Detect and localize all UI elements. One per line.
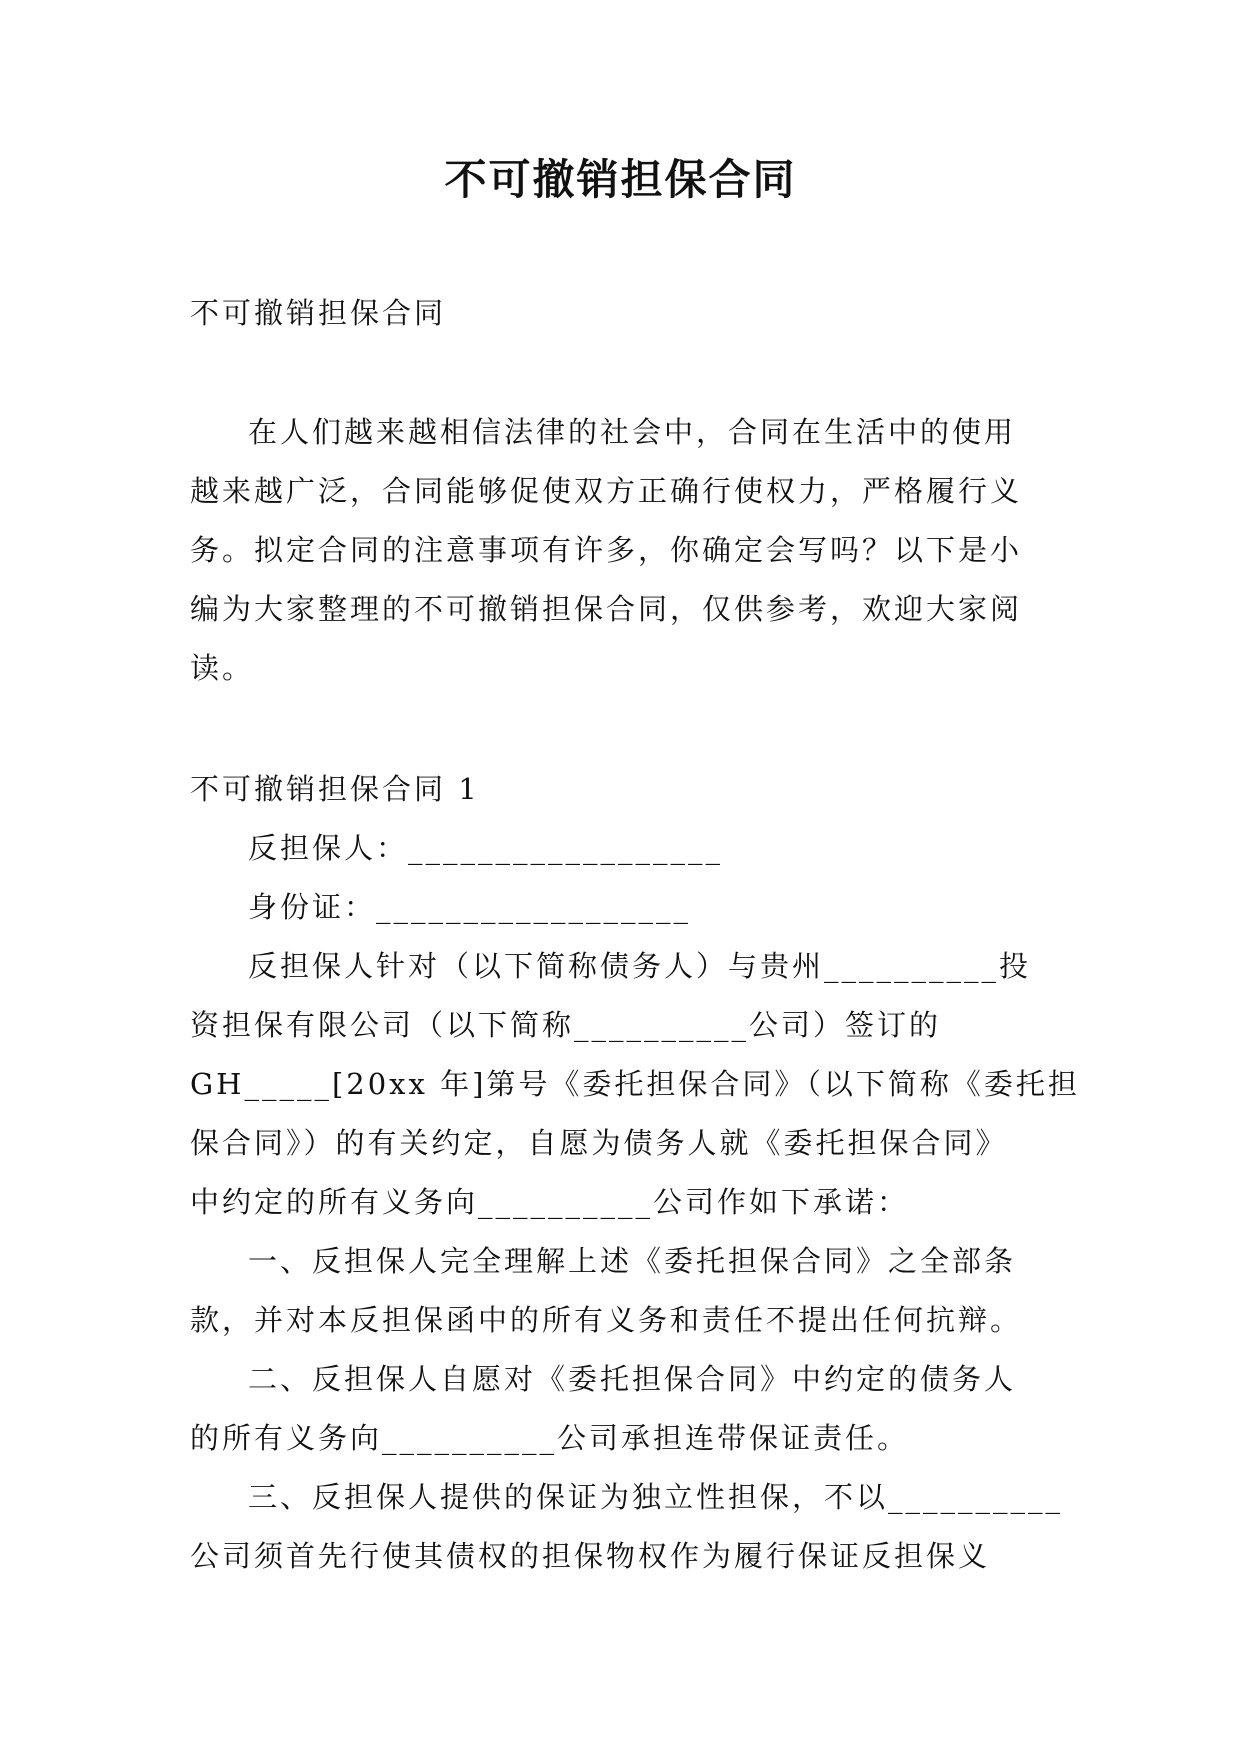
id-card-field: 身份证：__________________ <box>248 890 692 924</box>
clause-paragraph <box>190 937 1080 1232</box>
clause-line: GH_____[20xx 年]第号《委托担保合同》（以下简称《委托担 <box>190 1067 1080 1101</box>
clause-item-1 <box>190 1232 1050 1350</box>
document-subtitle: 不可撤销担保合同 <box>190 296 447 330</box>
clause-item-3 <box>190 1468 1064 1586</box>
clause-line: 款，并对本反担保函中的所有义务和责任不提出任何抗辩。 <box>190 1303 1023 1337</box>
section-heading: 不可撤销担保合同 1 <box>190 772 480 806</box>
document-body <box>190 284 1080 1586</box>
clause-line: 二、反担保人自愿对《委托担保合同》中约定的债务人 <box>248 1362 1017 1396</box>
clause-line: 中约定的所有义务向__________公司作如下承诺： <box>190 1185 910 1219</box>
intro-line: 越来越广泛，合同能够促使双方正确行使权力，严格履行义 <box>190 474 1023 508</box>
clause-line: 三、反担保人提供的保证为独立性担保，不以__________ <box>248 1480 1064 1514</box>
clause-line: 反担保人针对（以下简称债务人）与贵州__________投 <box>248 949 1032 983</box>
intro-line: 读。 <box>190 651 255 685</box>
clause-line: 一、反担保人完全理解上述《委托担保合同》之全部条 <box>248 1244 1017 1278</box>
clause-line: 保合同》）的有关约定，自愿为债务人就《委托担保合同》 <box>190 1126 1008 1160</box>
document-title: 不可撤销担保合同 <box>444 155 797 204</box>
intro-line: 在人们越来越相信法律的社会中，合同在生活中的使用 <box>248 415 1017 449</box>
intro-paragraph <box>190 403 1050 698</box>
counter-guarantor-field: 反担保人：__________________ <box>248 831 724 865</box>
intro-line: 编为大家整理的不可撤销担保合同，仅供参考，欢迎大家阅 <box>190 592 1023 626</box>
clause-line: 公司须首先行使其债权的担保物权作为履行保证反担保义 <box>190 1539 991 1573</box>
clause-item-2 <box>190 1350 1050 1468</box>
clause-line: 的所有义务向__________公司承担连带保证责任。 <box>190 1421 910 1455</box>
intro-line: 务。拟定合同的注意事项有许多，你确定会写吗？以下是小 <box>190 533 1023 567</box>
clause-line: 资担保有限公司（以下简称__________公司）签订的 <box>190 1008 942 1042</box>
